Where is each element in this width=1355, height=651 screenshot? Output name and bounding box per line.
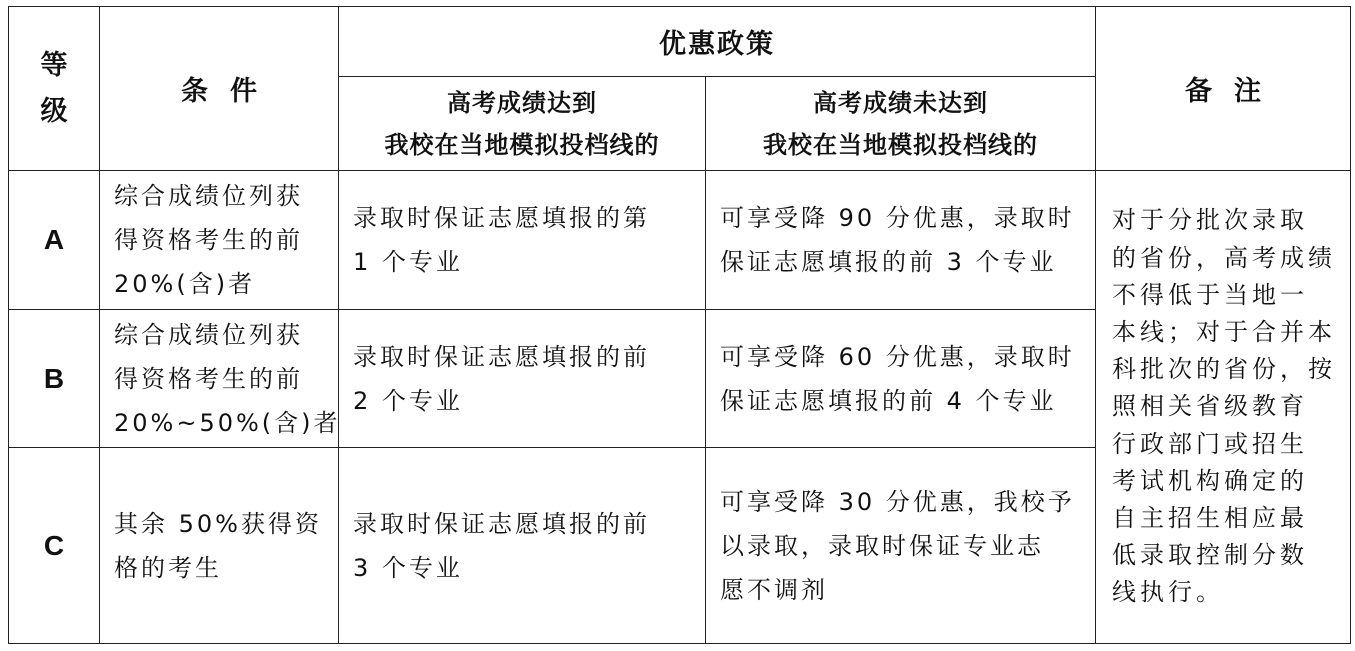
reached-cell: 录取时保证志愿填报的前 2 个专业 <box>339 310 706 448</box>
condition-cell: 综合成绩位列获 得资格考生的前 20%(含)者 <box>100 171 339 310</box>
header-grade <box>9 7 100 171</box>
grade-cell: A <box>9 171 100 310</box>
condition-cell: 其余 50%获得资 格的考生 <box>100 448 339 644</box>
table-row-a <box>9 171 1351 310</box>
header-not-reached: 高考成绩未达到 我校在当地模拟投档线的 <box>706 77 1096 171</box>
header-grade-char-2: 级 <box>40 95 68 127</box>
header-condition: 条件 <box>100 7 339 171</box>
note-cell: 对于分批次录取 的省份，高考成绩 不得低于当地一 本线；对于合并本 科批次的省份，按 照相关省级教育 行政部门或招生 考试机构确定的 自主招生相应最 低录取控制分数 线执行。 <box>1096 171 1351 644</box>
header-policy: 优惠政策 <box>339 7 1096 77</box>
not-reached-cell: 可享受降 60 分优惠，录取时 保证志愿填报的前 4 个专业 <box>706 310 1096 448</box>
reached-cell: 录取时保证志愿填报的前 3 个专业 <box>339 448 706 644</box>
header-grade-char-1: 等 <box>40 49 68 81</box>
not-reached-cell: 可享受降 90 分优惠，录取时 保证志愿填报的前 3 个专业 <box>706 171 1096 310</box>
grade-cell: B <box>9 310 100 448</box>
reached-cell: 录取时保证志愿填报的第 1 个专业 <box>339 171 706 310</box>
condition-cell: 综合成绩位列获 得资格考生的前 20%~50%(含)者 <box>100 310 339 448</box>
admission-policy-table <box>8 6 1351 644</box>
header-reached: 高考成绩达到 我校在当地模拟投档线的 <box>339 77 706 171</box>
header-note: 备注 <box>1096 7 1351 171</box>
not-reached-cell: 可享受降 30 分优惠，我校予 以录取，录取时保证专业志 愿不调剂 <box>706 448 1096 644</box>
grade-cell: C <box>9 448 100 644</box>
